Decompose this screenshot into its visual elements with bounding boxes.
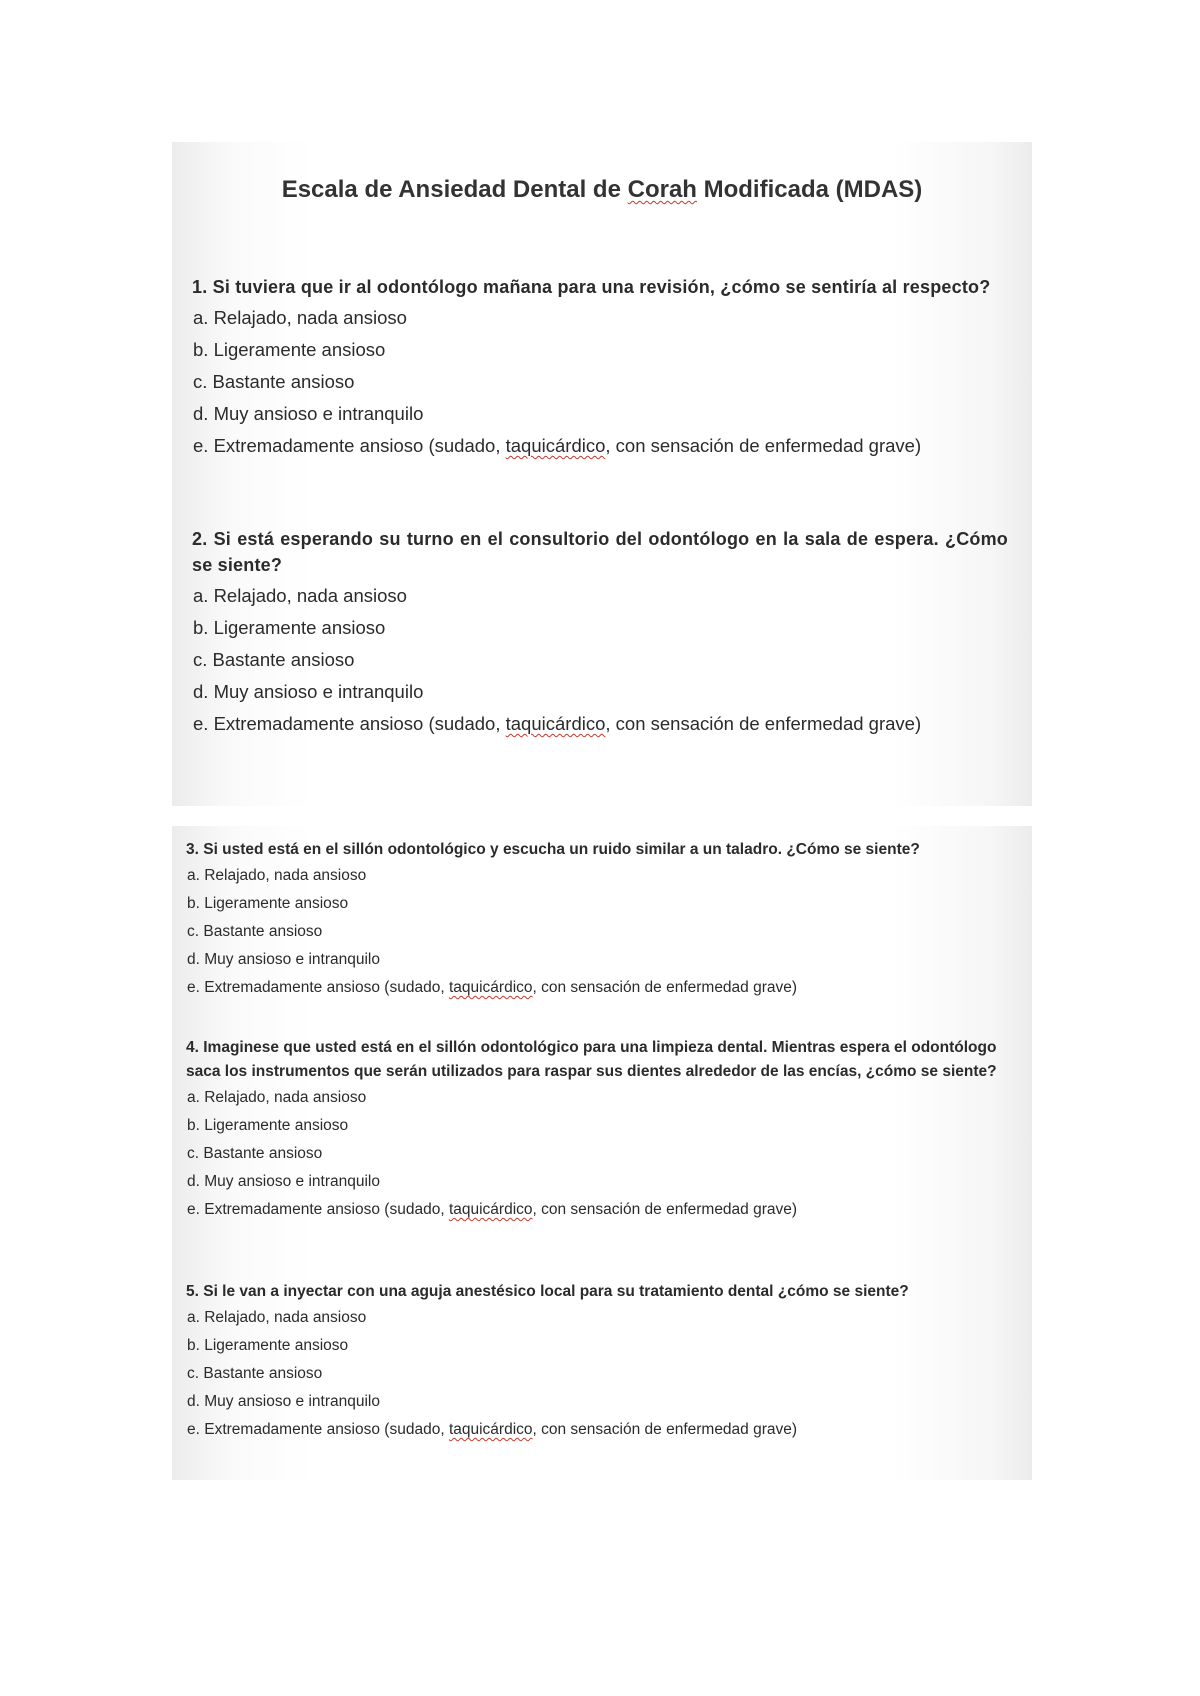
document-title	[172, 176, 1032, 204]
scanned-page-bottom	[172, 826, 1032, 1480]
option-b: b. Ligeramente ansioso	[187, 1117, 349, 1134]
title-text-end: Modificada (MDAS)	[696, 176, 923, 203]
question-4	[186, 1036, 1020, 1224]
option-b: b. Ligeramente ansioso	[193, 617, 386, 638]
option-e-spellcheck-word: taquicárdico	[505, 713, 606, 734]
option-a: a. Relajado, nada ansioso	[187, 1089, 367, 1106]
title-text: Escala de Ansiedad Dental de	[281, 176, 628, 203]
option-c: c. Bastante ansioso	[193, 649, 355, 670]
option-d: d. Muy ansioso e intranquilo	[193, 403, 424, 424]
option-d: d. Muy ansioso e intranquilo	[187, 1393, 381, 1410]
option-e-spellcheck-word: taquicárdico	[505, 435, 606, 456]
option-c: c. Bastante ansioso	[187, 1145, 323, 1162]
option-e-text-end: , con sensación de enfermedad grave)	[605, 435, 922, 456]
option-a: a. Relajado, nada ansioso	[187, 1309, 367, 1326]
title-spellcheck-word: Corah	[627, 176, 697, 203]
scanned-page-top	[172, 142, 1032, 806]
option-a: a. Relajado, nada ansioso	[193, 585, 407, 606]
option-e	[187, 974, 1020, 1002]
option-b: b. Ligeramente ansioso	[187, 1337, 349, 1354]
option-e-text-end: , con sensación de enfermedad grave)	[605, 713, 922, 734]
option-a: a. Relajado, nada ansioso	[187, 867, 367, 884]
option-b: b. Ligeramente ansioso	[187, 895, 349, 912]
option-e-text: e. Extremadamente ansioso (sudado,	[193, 435, 506, 456]
option-e-text: e. Extremadamente ansioso (sudado,	[193, 713, 506, 734]
option-e-spellcheck-word: taquicárdico	[448, 1201, 533, 1218]
question-text: 1. Si tuviera que ir al odontólogo mañana para una revisión, ¿cómo se sentiría al respecto?	[192, 277, 991, 297]
question-2	[192, 526, 1008, 740]
option-d: d. Muy ansioso e intranquilo	[193, 681, 424, 702]
option-a: a. Relajado, nada ansioso	[193, 307, 407, 328]
option-e-spellcheck-word: taquicárdico	[448, 1421, 533, 1438]
option-e-text-end: , con sensación de enfermedad grave)	[532, 1421, 798, 1438]
option-e-text-end: , con sensación de enfermedad grave)	[532, 979, 798, 996]
option-e-text-end: , con sensación de enfermedad grave)	[532, 1201, 798, 1218]
option-b: b. Ligeramente ansioso	[193, 339, 386, 360]
question-5	[186, 1280, 1020, 1444]
question-text: 2. Si está esperando su turno en el consultorio del odontólogo en la sala de espera. ¿Cómo se siente?	[192, 529, 1008, 575]
option-d: d. Muy ansioso e intranquilo	[187, 1173, 381, 1190]
option-e-text: e. Extremadamente ansioso (sudado,	[187, 979, 449, 996]
question-text: 4. Imaginese que usted está en el sillón odontológico para una limpieza dental. Mientras espera el odontólogo saca los instrumentos que serán utilizados para raspar sus dientes alrededor de las encías, ¿cómo se siente?	[186, 1039, 997, 1080]
option-c: c. Bastante ansioso	[187, 923, 323, 940]
question-1	[192, 274, 1008, 462]
option-e-text: e. Extremadamente ansioso (sudado,	[187, 1201, 449, 1218]
option-e	[193, 430, 1008, 462]
option-e-text: e. Extremadamente ansioso (sudado,	[187, 1421, 449, 1438]
option-d: d. Muy ansioso e intranquilo	[187, 951, 381, 968]
option-c: c. Bastante ansioso	[187, 1365, 323, 1382]
option-e	[187, 1416, 1020, 1444]
option-e-spellcheck-word: taquicárdico	[448, 979, 533, 996]
question-text: 5. Si le van a inyectar con una aguja anestésico local para su tratamiento dental ¿cómo se siente?	[186, 1283, 909, 1300]
question-3	[186, 838, 1020, 1002]
option-e	[187, 1196, 1020, 1224]
option-e	[193, 708, 1008, 740]
question-text: 3. Si usted está en el sillón odontológico y escucha un ruido similar a un taladro. ¿Cómo se siente?	[186, 841, 920, 858]
option-c: c. Bastante ansioso	[193, 371, 355, 392]
